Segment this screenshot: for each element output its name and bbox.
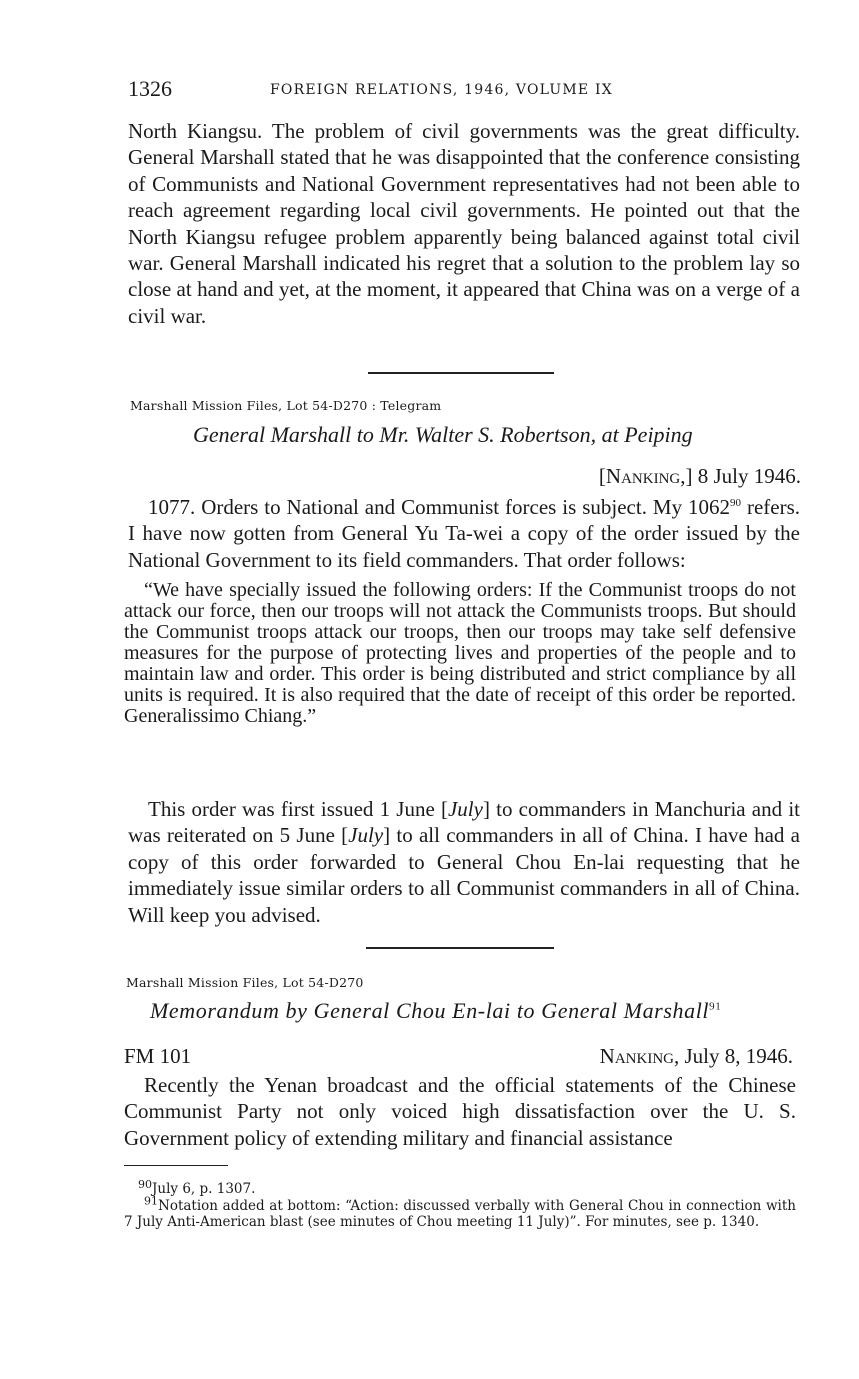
doc2-place: Nanking, — [599, 1044, 680, 1068]
doc1-place: [Nanking,] — [598, 464, 693, 488]
footnote-90-number: 90 — [138, 1177, 152, 1191]
doc1-title: General Marshall to Mr. Walter S. Robertson, at Peiping — [193, 422, 693, 447]
doc2-date: July 8, 1946. — [684, 1044, 793, 1068]
doc2-dateline — [600, 1044, 793, 1069]
doc1-para2-part-c: ] to all commanders in all of China. I have had a copy of this order forwarded to General Chou En-lai requesting that he immediately issue similar orders to all Communist commanders in all of China. Will keep you advised. — [128, 823, 801, 927]
doc1-july-2: July — [348, 823, 384, 848]
footnote-91-number: 91 — [144, 1194, 158, 1208]
doc2-paragraph-1: Recently the Yenan broadcast and the official statements of the Chinese Communist Party not only voiced high dissatisfaction over the U. S. Government policy of extending military and financial assistance — [124, 1073, 796, 1150]
doc2-title — [150, 998, 721, 1024]
page-header — [128, 76, 796, 104]
footnote-91-text: Notation added at bottom: “Action: discussed verbally with General Chou in connection with 7 July Anti-American blast (see minutes of Chou meeting 11 July)”. For minutes, see p. 1340. — [124, 1198, 796, 1230]
footnote-ref-91[interactable]: 91 — [709, 1000, 722, 1013]
doc1-para2-part-a: This order was first issued 1 June [ — [148, 797, 448, 821]
page-number: 1326 — [128, 76, 172, 101]
doc1-paragraph-1 — [128, 494, 800, 573]
doc2-reference-number: FM 101 — [124, 1044, 192, 1068]
running-title: FOREIGN RELATIONS, 1946, VOLUME IX — [270, 82, 613, 98]
footnote-90 — [124, 1177, 796, 1197]
footnote-ref-90[interactable]: 90 — [730, 497, 742, 509]
footnote-rule — [124, 1165, 228, 1166]
doc1-para1-start: 1077. Orders to National and Communist forces is subject. My 1062 — [148, 495, 731, 519]
doc1-para2-part-b: ] to commanders in Manchuria and it was reiterated on 5 June [ — [128, 797, 800, 848]
doc1-dateline — [599, 464, 801, 489]
section-divider-2 — [366, 947, 554, 949]
doc1-date: 8 July 1946. — [697, 464, 801, 488]
doc2-source-line: Marshall Mission Files, Lot 54-D270 — [126, 975, 364, 990]
doc1-july-1: July — [447, 797, 483, 821]
doc1-source-line: Marshall Mission Files, Lot 54-D270 : Telegram — [130, 398, 442, 413]
doc1-para1-end: refers. I have now gotten from General Yu Ta-wei a copy of the order issued by the National Government to its field commanders. That order follows: — [128, 495, 801, 572]
doc2-title-text: Memorandum by General Chou En-lai to General Marshall — [150, 998, 710, 1023]
doc1-quoted-order: “We have specially issued the following orders: If the Communist troops do not attack our force, then our troops will not attack the Communists troops. But should the Communist troops attack our troops, then our troops may take self defensive measures for the purpose of protecting lives and properties of the people and to maintain law and order. This order is being distributed and strict compliance by all units is required. It is also required that the date of receipt of this order be reported. Generalissimo Chiang.” — [124, 579, 796, 727]
section-divider — [368, 372, 554, 374]
footnote-91 — [124, 1194, 796, 1230]
continuation-paragraph: North Kiangsu. The problem of civil governments was the great difficulty. General Marshall stated that he was disappointed that the conference consisting of Communists and National Government representatives had not been able to reach agreement regarding local civil governments. He pointed out that the North Kiangsu refugee problem apparently being balanced against total civil war. General Marshall indicated his regret that a solution to the problem lay so close at hand and yet, at the moment, it appeared that China was on a verge of a civil war. — [128, 119, 800, 328]
footnote-90-text: July 6, p. 1307. — [152, 1181, 256, 1197]
doc1-paragraph-2 — [128, 796, 800, 928]
